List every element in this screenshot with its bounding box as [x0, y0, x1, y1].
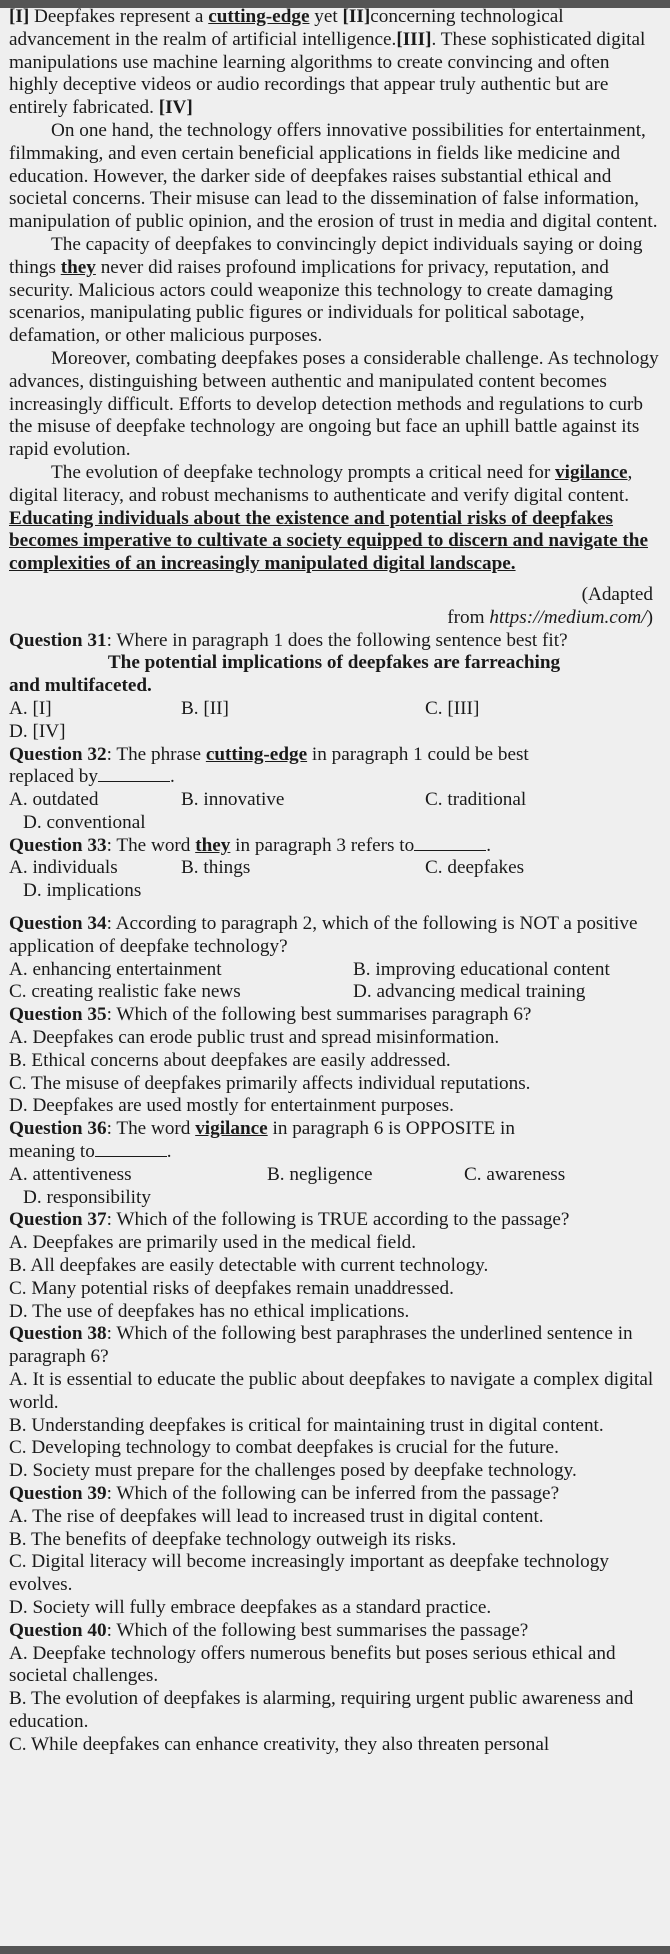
question-32-text-4: .	[169, 766, 175, 788]
question-32-underlined: cutting-edge	[205, 743, 308, 765]
question-40	[9, 1620, 659, 1643]
question-37	[9, 1209, 659, 1232]
underlined-cutting-edge: cutting-edge	[208, 6, 310, 27]
underlined-vigilance: vigilance	[555, 461, 628, 483]
q36-option-a[interactable]: A. attentiveness	[9, 1163, 132, 1185]
question-37-number: Question 37	[9, 1209, 107, 1231]
q32-option-b[interactable]: B. innovative	[181, 789, 285, 811]
marker-2: [II]	[342, 6, 371, 27]
marker-3: [III]	[396, 28, 432, 50]
question-35-text: : Which of the following best summarises paragraph 6?	[106, 1004, 532, 1026]
question-38	[9, 1323, 659, 1369]
question-38-number: Question 38	[9, 1323, 107, 1345]
source-adapted: (Adapted	[581, 583, 653, 605]
p5-text-2: , digital literacy, and robust mechanisms to authenticate and verify digital content.	[9, 461, 633, 506]
q33-option-d[interactable]: D. implications	[23, 880, 142, 902]
underlined-sentence: Educating individuals about the existence and potential risks of deepfakes becomes imperative to cultivate a society equipped to discern and navigate the complexities of an increasingly manipulated digital landscape.	[9, 507, 648, 575]
q31-option-c[interactable]: C. [III]	[425, 697, 480, 719]
question-36	[9, 1118, 659, 1164]
q35-option-a[interactable]: A. Deepfakes can erode public trust and spread misinformation.	[9, 1027, 500, 1049]
q38-option-d[interactable]: D. Society must prepare for the challenges posed by deepfake technology.	[9, 1460, 577, 1482]
q33-option-b[interactable]: B. things	[181, 857, 251, 879]
q39-option-b[interactable]: B. The benefits of deepfake technology outweigh its risks.	[9, 1528, 457, 1550]
q40-option-b[interactable]: B. The evolution of deepfakes is alarming, requiring urgent public awareness and education.	[9, 1688, 634, 1732]
p1-text-1: Deepfakes represent a	[29, 6, 209, 27]
q36-option-b[interactable]: B. negligence	[267, 1163, 373, 1185]
answer-blank	[98, 766, 170, 782]
p1-text-4: . These sophisticated digital manipulations use machine learning algorithms to create convincing and often highly deceptive videos or audio recordings that appear truly authentic but are entirely fabricated.	[9, 28, 646, 119]
q32-option-c[interactable]: C. traditional	[425, 789, 527, 811]
q36-option-d[interactable]: D. responsibility	[23, 1186, 151, 1208]
q34-option-d[interactable]: D. advancing medical training	[353, 981, 586, 1003]
question-36-underlined: vigilance	[195, 1118, 268, 1140]
q35-option-b[interactable]: B. Ethical concerns about deepfakes are easily addressed.	[9, 1049, 451, 1071]
question-31	[9, 630, 659, 653]
question-31-sentence-line-2: and multifaceted.	[9, 675, 152, 697]
question-36-text-2: in paragraph 6 is OPPOSITE in	[267, 1118, 515, 1140]
marker-1: [I]	[9, 6, 30, 27]
paragraph-3	[9, 234, 659, 348]
q31-option-b[interactable]: B. [II]	[181, 697, 229, 719]
question-36-text-3: meaning to	[9, 1141, 95, 1163]
q39-option-c[interactable]: C. Digital literacy will become increasingly important as deepfake technology evolves.	[9, 1551, 609, 1596]
q32-option-a[interactable]: A. outdated	[9, 789, 99, 811]
question-31-text: : Where in paragraph 1 does the following sentence best fit?	[106, 629, 568, 651]
underlined-they: they	[60, 256, 96, 278]
paragraph-5	[9, 462, 659, 576]
q34-option-a[interactable]: A. enhancing entertainment	[9, 958, 222, 980]
question-39-number: Question 39	[9, 1483, 107, 1504]
question-32-number: Question 32	[9, 743, 107, 765]
q31-option-d[interactable]: D. [IV]	[9, 720, 66, 742]
marker-4: [IV]	[158, 97, 193, 119]
question-31-sentence-line-1: The potential implications of deepfakes are farreaching	[107, 652, 561, 674]
q37-option-d[interactable]: D. The use of deepfakes has no ethical implications.	[9, 1300, 410, 1322]
paragraph-1	[9, 6, 659, 120]
question-34-text: : According to paragraph 2, which of the following is NOT a positive application of deepfake technology?	[9, 913, 638, 957]
question-33-underlined: they	[195, 834, 231, 856]
question-34	[9, 913, 659, 959]
paragraph-2: On one hand, the technology offers innovative possibilities for entertainment, filmmaking, and even certain beneficial applications in fields like medicine and education. However, the darker side of deepfakes raises substantial ethical and societal concerns. Their misuse can lead to the dissemination of false information, manipulation of public opinion, and the erosion of trust in media and digital content.	[9, 119, 658, 233]
q34-option-b[interactable]: B. improving educational content	[353, 958, 610, 980]
q32-option-d[interactable]: D. conventional	[23, 811, 146, 833]
question-32-text-3: replaced by	[9, 766, 98, 788]
question-35	[9, 1004, 659, 1027]
question-32-options	[9, 789, 659, 812]
question-32-text-2: in paragraph 1 could be best	[307, 743, 529, 765]
q36-option-c[interactable]: C. awareness	[464, 1163, 566, 1185]
question-40-number: Question 40	[9, 1619, 107, 1641]
answer-blank	[414, 835, 486, 851]
question-35-number: Question 35	[9, 1004, 107, 1026]
question-34-options-row-1	[9, 959, 659, 982]
p1-text-3: concerning technological advancement in the realm of artificial intelligence.	[9, 6, 564, 50]
question-32	[9, 744, 659, 790]
question-33-text-1: : The word	[106, 834, 196, 856]
question-40-text: : Which of the following best summarises the passage?	[106, 1619, 529, 1641]
q37-option-b[interactable]: B. All deepfakes are easily detectable with current technology.	[9, 1255, 489, 1277]
question-36-text-4: .	[166, 1141, 172, 1163]
question-32-text-1: : The phrase	[106, 743, 206, 765]
question-36-text-1: : The word	[106, 1118, 196, 1140]
q31-option-a[interactable]: A. [I]	[9, 697, 52, 719]
paragraph-4: Moreover, combating deepfakes poses a considerable challenge. As technology advances, distinguishing between authentic and manipulated content becomes increasingly difficult. Efforts to develop detection methods and regulations to curb the misuse of deepfake technology are ongoing but face an uphill battle against its rapid evolution.	[9, 347, 659, 461]
question-37-text: : Which of the following is TRUE according to the passage?	[106, 1209, 570, 1231]
source-line	[9, 607, 659, 630]
source-url: https://medium.com/	[489, 606, 647, 628]
question-39-text: : Which of the following can be inferred from the passage?	[106, 1483, 560, 1504]
question-33-text-3: .	[486, 834, 491, 856]
question-38-text: : Which of the following best paraphrases the underlined sentence in paragraph 6?	[9, 1323, 633, 1368]
q40-option-c[interactable]: C. While deepfakes can enhance creativity, they also threaten personal	[9, 1733, 550, 1755]
scan-bottom-edge	[0, 1946, 670, 1954]
question-36-number: Question 36	[9, 1118, 107, 1140]
p5-text-1: The evolution of deepfake technology prompts a critical need for	[51, 461, 556, 483]
p3-text-1: The capacity of deepfakes to convincingly depict individuals saying or doing things	[9, 233, 643, 278]
p3-text-2: never did raises profound implications for privacy, reputation, and security. Malicious actors could weaponize this technology to create damaging scenarios, manipulating public figures or individuals for political sabotage, defamation, or other malicious purposes.	[9, 256, 614, 347]
source-close: )	[646, 606, 653, 628]
question-39	[9, 1483, 659, 1506]
question-33	[9, 835, 659, 858]
question-34-number: Question 34	[9, 913, 107, 935]
q39-option-d[interactable]: D. Society will fully embrace deepfakes as a standard practice.	[9, 1596, 492, 1618]
question-31-number: Question 31	[9, 629, 107, 651]
question-34-options-row-2	[9, 981, 659, 1004]
question-33-number: Question 33	[9, 834, 107, 856]
q34-option-c[interactable]: C. creating realistic fake news	[9, 981, 241, 1003]
q35-option-c[interactable]: C. The misuse of deepfakes primarily affects individual reputations.	[9, 1072, 531, 1094]
q38-option-b[interactable]: B. Understanding deepfakes is critical for maintaining trust in digital content.	[9, 1414, 604, 1436]
q38-option-a[interactable]: A. It is essential to educate the public about deepfakes to navigate a complex digital world.	[9, 1369, 654, 1413]
q40-option-a[interactable]: A. Deepfake technology offers numerous benefits but poses serious ethical and societal challenges.	[9, 1642, 616, 1687]
q33-option-a[interactable]: A. individuals	[9, 857, 118, 879]
q33-option-c[interactable]: C. deepfakes	[425, 857, 525, 879]
q39-option-a[interactable]: A. The rise of deepfakes will lead to increased trust in digital content.	[9, 1505, 544, 1527]
answer-blank	[95, 1141, 167, 1157]
question-33-options	[9, 857, 659, 880]
question-33-text-2: in paragraph 3 refers to	[230, 834, 415, 856]
q38-option-c[interactable]: C. Developing technology to combat deepfakes is crucial for the future.	[9, 1437, 559, 1459]
q35-option-d[interactable]: D. Deepfakes are used mostly for entertainment purposes.	[9, 1095, 454, 1117]
q37-option-c[interactable]: C. Many potential risks of deepfakes remain unaddressed.	[9, 1277, 454, 1299]
source-from: from	[447, 606, 490, 628]
question-36-options	[9, 1164, 659, 1187]
p1-text-2: yet	[309, 6, 343, 27]
exam-page	[9, 6, 659, 1757]
q37-option-a[interactable]: A. Deepfakes are primarily used in the medical field.	[9, 1232, 417, 1254]
question-31-options	[9, 698, 659, 721]
